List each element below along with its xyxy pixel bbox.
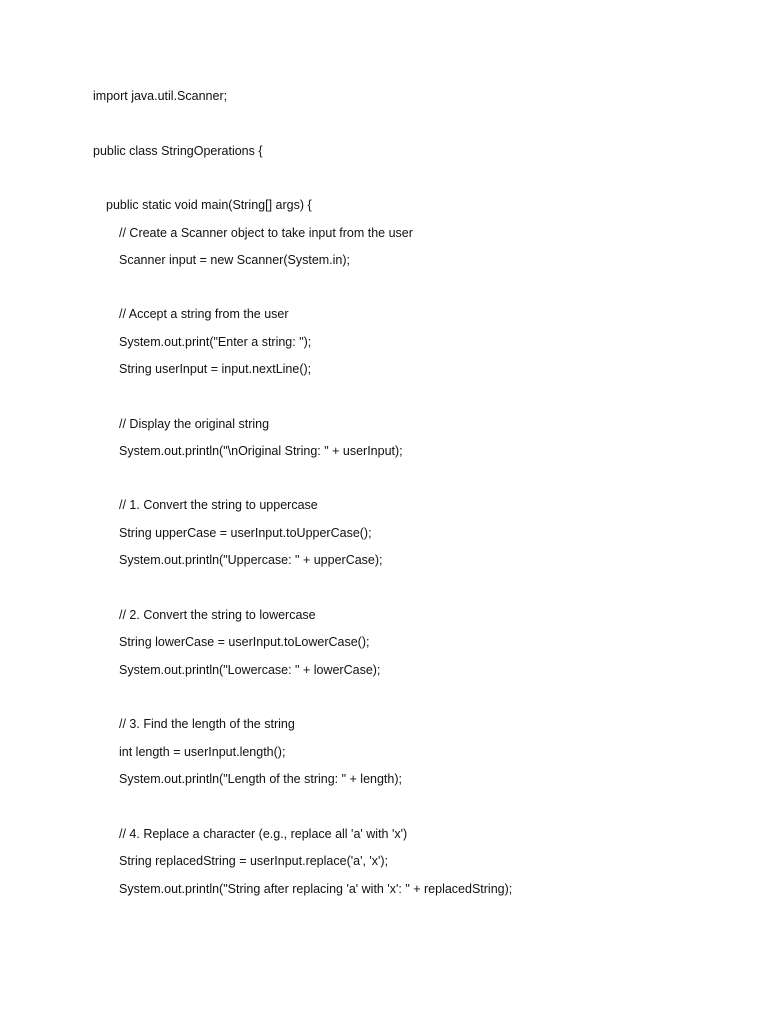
- code-line-read-input: String userInput = input.nextLine();: [119, 362, 312, 376]
- code-line-print-prompt: System.out.print("Enter a string: ");: [119, 335, 312, 349]
- code-line-comment-replace: // 4. Replace a character (e.g., replace all 'a' with 'x'): [119, 827, 408, 841]
- code-line-comment-uppercase: // 1. Convert the string to uppercase: [119, 498, 318, 512]
- code-line-comment-length: // 3. Find the length of the string: [119, 717, 295, 731]
- code-line-print-uppercase: System.out.println("Uppercase: " + upperCase);: [119, 553, 383, 567]
- code-line-length: int length = userInput.length();: [119, 745, 286, 759]
- code-line-lowercase: String lowerCase = userInput.toLowerCase();: [119, 635, 370, 649]
- code-line-print-original: System.out.println("\nOriginal String: " + userInput);: [119, 444, 403, 458]
- code-line-print-lowercase: System.out.println("Lowercase: " + lowerCase);: [119, 663, 381, 677]
- code-line-print-replaced: System.out.println("String after replacing 'a' with 'x': " + replacedString);: [119, 882, 513, 896]
- code-line-main-method: public static void main(String[] args) {: [106, 198, 312, 212]
- code-line-scanner-init: Scanner input = new Scanner(System.in);: [119, 253, 351, 267]
- code-line-print-length: System.out.println("Length of the string: " + length);: [119, 772, 402, 786]
- code-line-replace: String replacedString = userInput.replace('a', 'x');: [119, 854, 389, 868]
- code-line-class-declaration: public class StringOperations {: [93, 144, 263, 158]
- code-line-comment-display: // Display the original string: [119, 417, 270, 431]
- code-line-comment-lowercase: // 2. Convert the string to lowercase: [119, 608, 316, 622]
- code-line-uppercase: String upperCase = userInput.toUpperCase();: [119, 526, 372, 540]
- code-line-import: import java.util.Scanner;: [93, 89, 228, 103]
- code-line-comment-accept: // Accept a string from the user: [119, 307, 289, 321]
- code-line-comment-scanner: // Create a Scanner object to take input from the user: [119, 226, 413, 240]
